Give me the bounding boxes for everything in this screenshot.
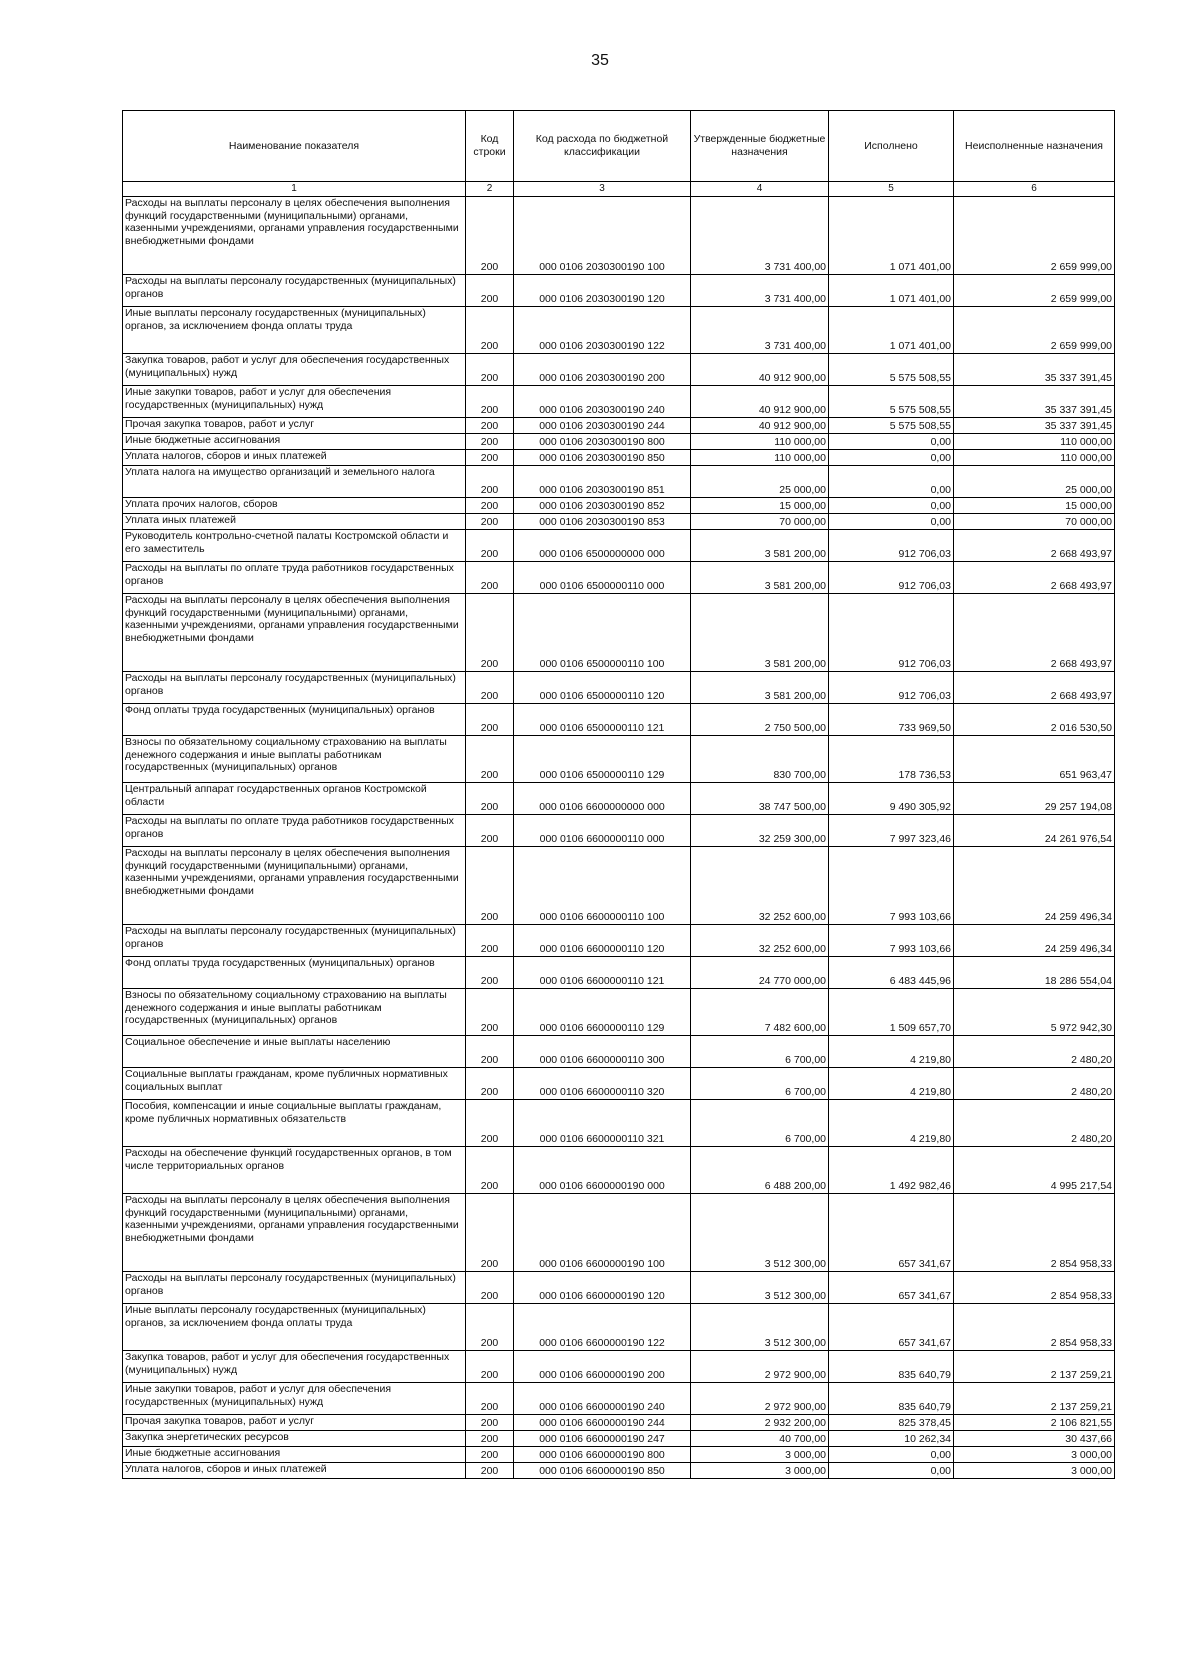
cell-name: Иные закупки товаров, работ и услуг для обеспечения государственных (муниципальных) нужд	[123, 1383, 466, 1415]
table-row	[123, 736, 1115, 783]
cell-kbk: 000 0106 2030300190 853	[514, 514, 691, 530]
cell-kbk: 000 0106 2030300190 852	[514, 498, 691, 514]
table-row	[123, 1415, 1115, 1431]
cell-name: Расходы на выплаты персоналу государственных (муниципальных) органов	[123, 275, 466, 307]
cell-code: 200	[466, 1304, 514, 1351]
cell-approved: 3 512 300,00	[691, 1194, 829, 1272]
cell-approved: 32 252 600,00	[691, 925, 829, 957]
cell-kbk: 000 0106 6600000190 200	[514, 1351, 691, 1383]
header-executed: Исполнено	[829, 111, 954, 182]
cell-name: Расходы на выплаты персоналу в целях обеспечения выполнения функций государственными (муниципальными) органами, казенными учреждениями, органами управления государственными внебюджетными фондами	[123, 847, 466, 925]
cell-name: Иные бюджетные ассигнования	[123, 434, 466, 450]
cell-unexecuted: 70 000,00	[954, 514, 1115, 530]
cell-approved: 3 581 200,00	[691, 672, 829, 704]
cell-unexecuted: 18 286 554,04	[954, 957, 1115, 989]
cell-name: Руководитель контрольно-счетной палаты Костромской области и его заместитель	[123, 530, 466, 562]
cell-executed: 912 706,03	[829, 672, 954, 704]
cell-kbk: 000 0106 6600000190 120	[514, 1272, 691, 1304]
cell-name: Расходы на выплаты персоналу государственных (муниципальных) органов	[123, 925, 466, 957]
cell-unexecuted: 2 137 259,21	[954, 1351, 1115, 1383]
cell-approved: 25 000,00	[691, 466, 829, 498]
table-row	[123, 1447, 1115, 1463]
cell-unexecuted: 2 668 493,97	[954, 672, 1115, 704]
table-row	[123, 783, 1115, 815]
cell-executed: 0,00	[829, 514, 954, 530]
cell-unexecuted: 2 480,20	[954, 1068, 1115, 1100]
cell-unexecuted: 110 000,00	[954, 450, 1115, 466]
cell-name: Закупка товаров, работ и услуг для обеспечения государственных (муниципальных) нужд	[123, 1351, 466, 1383]
cell-approved: 15 000,00	[691, 498, 829, 514]
header-row	[123, 111, 1115, 182]
cell-kbk: 000 0106 6600000190 100	[514, 1194, 691, 1272]
cell-executed: 657 341,67	[829, 1194, 954, 1272]
cell-name: Расходы на выплаты персоналу в целях обеспечения выполнения функций государственными (муниципальными) органами, казенными учреждениями, органами управления государственными внебюджетными фондами	[123, 197, 466, 275]
cell-approved: 6 700,00	[691, 1068, 829, 1100]
cell-name: Иные бюджетные ассигнования	[123, 1447, 466, 1463]
table-row	[123, 847, 1115, 925]
cell-code: 200	[466, 925, 514, 957]
cell-name: Иные выплаты персоналу государственных (муниципальных) органов, за исключением фонда оплаты труда	[123, 307, 466, 354]
cell-code: 200	[466, 1068, 514, 1100]
cell-kbk: 000 0106 6600000190 247	[514, 1431, 691, 1447]
cell-name: Расходы на выплаты персоналу государственных (муниципальных) органов	[123, 1272, 466, 1304]
cell-kbk: 000 0106 6600000110 000	[514, 815, 691, 847]
table-row	[123, 1100, 1115, 1147]
cell-unexecuted: 5 972 942,30	[954, 989, 1115, 1036]
cell-kbk: 000 0106 6600000110 320	[514, 1068, 691, 1100]
cell-unexecuted: 15 000,00	[954, 498, 1115, 514]
cell-unexecuted: 24 261 976,54	[954, 815, 1115, 847]
cell-approved: 3 731 400,00	[691, 275, 829, 307]
cell-executed: 657 341,67	[829, 1304, 954, 1351]
table-row	[123, 386, 1115, 418]
cell-code: 200	[466, 989, 514, 1036]
cell-approved: 40 912 900,00	[691, 386, 829, 418]
column-number: 1	[123, 182, 466, 197]
cell-kbk: 000 0106 6600000110 121	[514, 957, 691, 989]
table-row	[123, 1272, 1115, 1304]
cell-executed: 7 993 103,66	[829, 847, 954, 925]
cell-executed: 7 993 103,66	[829, 925, 954, 957]
cell-kbk: 000 0106 6500000110 129	[514, 736, 691, 783]
table-row	[123, 562, 1115, 594]
table-header	[123, 111, 1115, 197]
cell-approved: 830 700,00	[691, 736, 829, 783]
cell-code: 200	[466, 736, 514, 783]
cell-kbk: 000 0106 6600000000 000	[514, 783, 691, 815]
cell-code: 200	[466, 1447, 514, 1463]
cell-approved: 3 000,00	[691, 1463, 829, 1479]
cell-code: 200	[466, 197, 514, 275]
cell-approved: 3 731 400,00	[691, 307, 829, 354]
cell-name: Расходы на выплаты по оплате труда работников государственных органов	[123, 815, 466, 847]
cell-kbk: 000 0106 6600000190 850	[514, 1463, 691, 1479]
column-number: 4	[691, 182, 829, 197]
cell-kbk: 000 0106 6600000110 321	[514, 1100, 691, 1147]
cell-code: 200	[466, 354, 514, 386]
cell-kbk: 000 0106 2030300190 100	[514, 197, 691, 275]
cell-kbk: 000 0106 2030300190 800	[514, 434, 691, 450]
cell-executed: 912 706,03	[829, 562, 954, 594]
cell-approved: 3 581 200,00	[691, 530, 829, 562]
cell-name: Центральный аппарат государственных органов Костромской области	[123, 783, 466, 815]
cell-unexecuted: 2 106 821,55	[954, 1415, 1115, 1431]
cell-code: 200	[466, 1415, 514, 1431]
cell-approved: 38 747 500,00	[691, 783, 829, 815]
cell-kbk: 000 0106 2030300190 120	[514, 275, 691, 307]
cell-unexecuted: 2 480,20	[954, 1036, 1115, 1068]
cell-unexecuted: 3 000,00	[954, 1447, 1115, 1463]
header-name: Наименование показателя	[123, 111, 466, 182]
cell-approved: 6 700,00	[691, 1036, 829, 1068]
cell-executed: 835 640,79	[829, 1351, 954, 1383]
cell-unexecuted: 35 337 391,45	[954, 418, 1115, 434]
cell-unexecuted: 2 668 493,97	[954, 594, 1115, 672]
table-row	[123, 1304, 1115, 1351]
cell-code: 200	[466, 275, 514, 307]
cell-kbk: 000 0106 2030300190 850	[514, 450, 691, 466]
cell-executed: 178 736,53	[829, 736, 954, 783]
cell-name: Социальное обеспечение и иные выплаты населению	[123, 1036, 466, 1068]
cell-name: Расходы на выплаты по оплате труда работников государственных органов	[123, 562, 466, 594]
cell-code: 200	[466, 562, 514, 594]
cell-approved: 7 482 600,00	[691, 989, 829, 1036]
table-row	[123, 354, 1115, 386]
cell-code: 200	[466, 672, 514, 704]
cell-executed: 733 969,50	[829, 704, 954, 736]
cell-name: Расходы на выплаты персоналу государственных (муниципальных) органов	[123, 672, 466, 704]
cell-approved: 40 912 900,00	[691, 418, 829, 434]
table-row	[123, 1147, 1115, 1194]
cell-approved: 32 252 600,00	[691, 847, 829, 925]
cell-code: 200	[466, 1351, 514, 1383]
cell-unexecuted: 35 337 391,45	[954, 354, 1115, 386]
cell-name: Взносы по обязательному социальному страхованию на выплаты денежного содержания и иные выплаты работникам государственных (муниципальных) органов	[123, 989, 466, 1036]
cell-approved: 32 259 300,00	[691, 815, 829, 847]
cell-name: Расходы на выплаты персоналу в целях обеспечения выполнения функций государственными (муниципальными) органами, казенными учреждениями, органами управления государственными внебюджетными фондами	[123, 594, 466, 672]
cell-unexecuted: 2 016 530,50	[954, 704, 1115, 736]
cell-executed: 4 219,80	[829, 1036, 954, 1068]
cell-approved: 24 770 000,00	[691, 957, 829, 989]
table-row	[123, 925, 1115, 957]
cell-unexecuted: 4 995 217,54	[954, 1147, 1115, 1194]
table-row	[123, 434, 1115, 450]
cell-code: 200	[466, 847, 514, 925]
cell-executed: 9 490 305,92	[829, 783, 954, 815]
table-row	[123, 1431, 1115, 1447]
cell-code: 200	[466, 1147, 514, 1194]
cell-executed: 4 219,80	[829, 1100, 954, 1147]
cell-approved: 3 731 400,00	[691, 197, 829, 275]
cell-kbk: 000 0106 6600000190 244	[514, 1415, 691, 1431]
cell-approved: 2 972 900,00	[691, 1351, 829, 1383]
header-approved: Утвержденные бюджетные назначения	[691, 111, 829, 182]
column-number: 3	[514, 182, 691, 197]
cell-unexecuted: 30 437,66	[954, 1431, 1115, 1447]
cell-code: 200	[466, 1036, 514, 1068]
cell-unexecuted: 2 854 958,33	[954, 1304, 1115, 1351]
cell-name: Пособия, компенсации и иные социальные выплаты гражданам, кроме публичных нормативных обязательств	[123, 1100, 466, 1147]
cell-kbk: 000 0106 6600000190 800	[514, 1447, 691, 1463]
cell-name: Уплата налогов, сборов и иных платежей	[123, 450, 466, 466]
cell-unexecuted: 2 854 958,33	[954, 1194, 1115, 1272]
cell-name: Уплата прочих налогов, сборов	[123, 498, 466, 514]
cell-kbk: 000 0106 6600000110 100	[514, 847, 691, 925]
cell-kbk: 000 0106 6500000110 100	[514, 594, 691, 672]
table-row	[123, 1194, 1115, 1272]
cell-unexecuted: 25 000,00	[954, 466, 1115, 498]
cell-name: Закупка энергетических ресурсов	[123, 1431, 466, 1447]
cell-approved: 2 750 500,00	[691, 704, 829, 736]
cell-executed: 5 575 508,55	[829, 386, 954, 418]
cell-name: Расходы на выплаты персоналу в целях обеспечения выполнения функций государственными (муниципальными) органами, казенными учреждениями, органами управления государственными внебюджетными фондами	[123, 1194, 466, 1272]
table-row	[123, 704, 1115, 736]
cell-unexecuted: 2 659 999,00	[954, 275, 1115, 307]
cell-executed: 0,00	[829, 498, 954, 514]
cell-unexecuted: 2 659 999,00	[954, 197, 1115, 275]
cell-executed: 0,00	[829, 1463, 954, 1479]
cell-name: Прочая закупка товаров, работ и услуг	[123, 1415, 466, 1431]
column-numbers-row	[123, 182, 1115, 197]
cell-unexecuted: 2 854 958,33	[954, 1272, 1115, 1304]
cell-name: Закупка товаров, работ и услуг для обеспечения государственных (муниципальных) нужд	[123, 354, 466, 386]
cell-name: Иные закупки товаров, работ и услуг для обеспечения государственных (муниципальных) нужд	[123, 386, 466, 418]
cell-name: Социальные выплаты гражданам, кроме публичных нормативных социальных выплат	[123, 1068, 466, 1100]
cell-kbk: 000 0106 6600000110 129	[514, 989, 691, 1036]
cell-unexecuted: 2 668 493,97	[954, 562, 1115, 594]
cell-executed: 1 509 657,70	[829, 989, 954, 1036]
cell-kbk: 000 0106 2030300190 244	[514, 418, 691, 434]
cell-name: Иные выплаты персоналу государственных (муниципальных) органов, за исключением фонда оплаты труда	[123, 1304, 466, 1351]
table-row	[123, 418, 1115, 434]
cell-code: 200	[466, 1272, 514, 1304]
table-row	[123, 466, 1115, 498]
cell-name: Прочая закупка товаров, работ и услуг	[123, 418, 466, 434]
cell-executed: 1 071 401,00	[829, 197, 954, 275]
table-row	[123, 957, 1115, 989]
cell-approved: 3 581 200,00	[691, 562, 829, 594]
cell-executed: 0,00	[829, 1447, 954, 1463]
cell-code: 200	[466, 514, 514, 530]
cell-executed: 835 640,79	[829, 1383, 954, 1415]
cell-approved: 3 581 200,00	[691, 594, 829, 672]
table-row	[123, 1036, 1115, 1068]
cell-approved: 110 000,00	[691, 434, 829, 450]
cell-approved: 110 000,00	[691, 450, 829, 466]
table-row	[123, 275, 1115, 307]
table-row	[123, 1351, 1115, 1383]
cell-executed: 6 483 445,96	[829, 957, 954, 989]
cell-name: Взносы по обязательному социальному страхованию на выплаты денежного содержания и иные выплаты работникам государственных (муниципальных) органов	[123, 736, 466, 783]
table-row	[123, 989, 1115, 1036]
cell-code: 200	[466, 957, 514, 989]
column-number: 6	[954, 182, 1115, 197]
cell-unexecuted: 35 337 391,45	[954, 386, 1115, 418]
cell-approved: 3 512 300,00	[691, 1304, 829, 1351]
cell-executed: 1 492 982,46	[829, 1147, 954, 1194]
cell-name: Уплата налогов, сборов и иных платежей	[123, 1463, 466, 1479]
cell-approved: 70 000,00	[691, 514, 829, 530]
cell-code: 200	[466, 1431, 514, 1447]
cell-approved: 2 972 900,00	[691, 1383, 829, 1415]
cell-code: 200	[466, 386, 514, 418]
cell-approved: 2 932 200,00	[691, 1415, 829, 1431]
cell-code: 200	[466, 704, 514, 736]
header-unexecuted: Неисполненные назначения	[954, 111, 1115, 182]
cell-name: Фонд оплаты труда государственных (муниципальных) органов	[123, 957, 466, 989]
cell-approved: 3 000,00	[691, 1447, 829, 1463]
table-row	[123, 514, 1115, 530]
cell-code: 200	[466, 498, 514, 514]
header-code: Код строки	[466, 111, 514, 182]
cell-kbk: 000 0106 6600000190 122	[514, 1304, 691, 1351]
cell-code: 200	[466, 1463, 514, 1479]
cell-name: Уплата иных платежей	[123, 514, 466, 530]
cell-executed: 657 341,67	[829, 1272, 954, 1304]
cell-code: 200	[466, 594, 514, 672]
table-body	[123, 197, 1115, 1479]
cell-kbk: 000 0106 6500000110 000	[514, 562, 691, 594]
column-number: 2	[466, 182, 514, 197]
cell-code: 200	[466, 783, 514, 815]
table-row	[123, 450, 1115, 466]
cell-executed: 0,00	[829, 434, 954, 450]
cell-executed: 825 378,45	[829, 1415, 954, 1431]
table-row	[123, 307, 1115, 354]
cell-kbk: 000 0106 2030300190 200	[514, 354, 691, 386]
cell-unexecuted: 2 659 999,00	[954, 307, 1115, 354]
cell-code: 200	[466, 466, 514, 498]
cell-unexecuted: 110 000,00	[954, 434, 1115, 450]
cell-executed: 0,00	[829, 466, 954, 498]
cell-code: 200	[466, 1194, 514, 1272]
cell-approved: 40 700,00	[691, 1431, 829, 1447]
cell-unexecuted: 24 259 496,34	[954, 925, 1115, 957]
table-row	[123, 672, 1115, 704]
cell-approved: 6 488 200,00	[691, 1147, 829, 1194]
cell-executed: 5 575 508,55	[829, 354, 954, 386]
cell-executed: 5 575 508,55	[829, 418, 954, 434]
cell-executed: 912 706,03	[829, 594, 954, 672]
cell-kbk: 000 0106 6500000110 120	[514, 672, 691, 704]
table-row	[123, 1383, 1115, 1415]
cell-approved: 3 512 300,00	[691, 1272, 829, 1304]
table-row	[123, 197, 1115, 275]
cell-kbk: 000 0106 2030300190 122	[514, 307, 691, 354]
table-row	[123, 498, 1115, 514]
header-kbk: Код расхода по бюджетной классификации	[514, 111, 691, 182]
table-row	[123, 815, 1115, 847]
table-row	[123, 1463, 1115, 1479]
budget-execution-table	[122, 110, 1115, 1479]
cell-name: Уплата налога на имущество организаций и земельного налога	[123, 466, 466, 498]
cell-unexecuted: 3 000,00	[954, 1463, 1115, 1479]
cell-executed: 0,00	[829, 450, 954, 466]
cell-executed: 912 706,03	[829, 530, 954, 562]
cell-code: 200	[466, 1100, 514, 1147]
cell-approved: 40 912 900,00	[691, 354, 829, 386]
cell-code: 200	[466, 530, 514, 562]
cell-kbk: 000 0106 6600000190 240	[514, 1383, 691, 1415]
cell-code: 200	[466, 815, 514, 847]
cell-code: 200	[466, 307, 514, 354]
cell-unexecuted: 651 963,47	[954, 736, 1115, 783]
cell-unexecuted: 2 480,20	[954, 1100, 1115, 1147]
cell-executed: 1 071 401,00	[829, 275, 954, 307]
cell-kbk: 000 0106 6500000000 000	[514, 530, 691, 562]
cell-code: 200	[466, 418, 514, 434]
cell-approved: 6 700,00	[691, 1100, 829, 1147]
table-row	[123, 1068, 1115, 1100]
cell-executed: 7 997 323,46	[829, 815, 954, 847]
cell-unexecuted: 24 259 496,34	[954, 847, 1115, 925]
cell-kbk: 000 0106 6600000110 300	[514, 1036, 691, 1068]
cell-kbk: 000 0106 6600000110 120	[514, 925, 691, 957]
cell-kbk: 000 0106 2030300190 240	[514, 386, 691, 418]
cell-code: 200	[466, 434, 514, 450]
cell-unexecuted: 2 137 259,21	[954, 1383, 1115, 1415]
page-number: 35	[591, 52, 609, 69]
column-number: 5	[829, 182, 954, 197]
cell-executed: 10 262,34	[829, 1431, 954, 1447]
cell-executed: 1 071 401,00	[829, 307, 954, 354]
cell-code: 200	[466, 450, 514, 466]
cell-code: 200	[466, 1383, 514, 1415]
table-row	[123, 530, 1115, 562]
cell-kbk: 000 0106 6600000190 000	[514, 1147, 691, 1194]
cell-name: Расходы на обеспечение функций государственных органов, в том числе территориальных органов	[123, 1147, 466, 1194]
cell-name: Фонд оплаты труда государственных (муниципальных) органов	[123, 704, 466, 736]
table-row	[123, 594, 1115, 672]
cell-executed: 4 219,80	[829, 1068, 954, 1100]
cell-kbk: 000 0106 2030300190 851	[514, 466, 691, 498]
cell-unexecuted: 29 257 194,08	[954, 783, 1115, 815]
cell-unexecuted: 2 668 493,97	[954, 530, 1115, 562]
cell-kbk: 000 0106 6500000110 121	[514, 704, 691, 736]
